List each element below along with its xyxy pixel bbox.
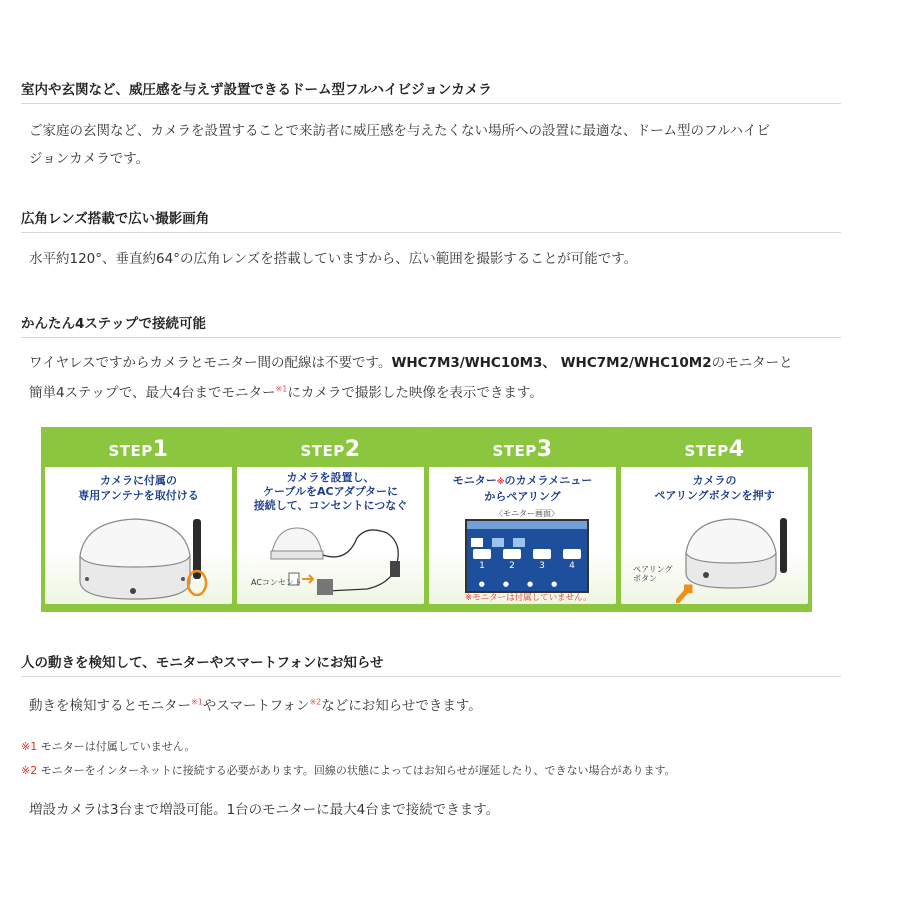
camera-cable-illustration xyxy=(267,523,417,603)
step-arrow xyxy=(227,511,232,529)
section-heading-4-steps: かんたん4ステップで接続可能 xyxy=(21,312,841,338)
camera-slot[interactable]: 2 xyxy=(500,549,524,571)
ac-outlet-label: ACコンセント xyxy=(251,578,302,587)
step-3-card xyxy=(429,431,616,604)
body-text: 簡単4ステップで、最大4台までモニター xyxy=(29,385,276,401)
pairing-button-label: ペアリング ボタン xyxy=(633,565,673,583)
step-label: STEP1 xyxy=(108,437,169,462)
monitor-status-dots: ●●●● xyxy=(478,580,576,588)
monitor-icon-row xyxy=(471,532,583,542)
additional-camera-note: 増設カメラは3台まで増設可能。1台のモニターに最大4台まで接続できます。 xyxy=(29,802,500,818)
step-description: カメラを設置し、 ケーブルをACアダプターに 接続して、コンセントにつなぐ xyxy=(253,471,408,512)
step-label: STEP3 xyxy=(492,437,553,462)
camera-slot-icon xyxy=(533,549,551,559)
menu-icon xyxy=(513,538,525,547)
small-camera-base xyxy=(271,551,323,559)
step-1-card xyxy=(45,431,232,604)
monitor-screen-label: 〈モニター画面〉 xyxy=(495,509,559,518)
step-label: STEP2 xyxy=(300,437,361,462)
step-description: モニター※のカメラメニュー からペアリング xyxy=(452,474,593,503)
camera-slots xyxy=(467,549,587,571)
step-number: 2 xyxy=(344,437,361,462)
small-dome-camera xyxy=(272,528,322,553)
menu-icon xyxy=(492,538,504,547)
step-4-card xyxy=(621,431,808,604)
section-body-dome-camera xyxy=(29,117,829,173)
pairing-button-illustration xyxy=(676,513,806,603)
step-label: STEP4 xyxy=(684,437,745,462)
body-line: ご家庭の玄関など、カメラを設置することで来訪者に威圧感を与えたくない場所への設置に最適な、ドーム型のフルハイビ xyxy=(29,123,771,139)
camera-slot[interactable]: 1 xyxy=(470,549,494,571)
body-line: ジョンカメラです。 xyxy=(29,151,150,167)
mount-screw xyxy=(130,588,136,594)
section-body-wide-angle: 水平約120°、垂直約64°の広角レンズを搭載していますから、広い範囲を撮影することが可能です。 xyxy=(29,251,638,267)
camera-dome xyxy=(686,519,776,563)
cable xyxy=(323,530,398,591)
mount-screw xyxy=(85,577,89,581)
step-arrow xyxy=(611,511,616,529)
section-heading-dome-camera: 室内や玄関など、威圧感を与えず設置できるドーム型フルハイビジョンカメラ xyxy=(21,78,841,104)
camera-slot[interactable]: 3 xyxy=(530,549,554,571)
step-arrow xyxy=(419,511,424,529)
monitor-not-included-note: ※モニターは付属していません。 xyxy=(465,593,592,603)
camera-slot-icon xyxy=(503,549,521,559)
step-description: カメラの ペアリングボタンを押す xyxy=(654,474,775,502)
body-text: にカメラで撮影した映像を表示できます。 xyxy=(287,385,543,401)
body-text: のモニターと xyxy=(711,355,793,371)
body-text: 動きを検知するとモニター xyxy=(29,698,191,714)
step-description: カメラに付属の 専用アンテナを取付ける xyxy=(78,474,199,502)
footnote-ref: ※1 xyxy=(191,697,203,707)
antenna xyxy=(780,518,787,573)
monitor-screen xyxy=(465,519,589,593)
monitor-menu-bar xyxy=(467,521,587,529)
camera-dome xyxy=(80,519,190,567)
section-body-motion-detect xyxy=(29,692,829,720)
cable-connector xyxy=(390,561,400,577)
section-heading-wide-angle: 広角レンズ搭載で広い撮影画角 xyxy=(21,207,841,233)
body-text: ワイヤレスですからカメラとモニター間の配線は不要です。 xyxy=(29,355,392,371)
step-number: 4 xyxy=(728,437,745,462)
section-body-4-steps xyxy=(29,348,829,408)
step-2-card xyxy=(237,431,424,604)
step-number: 1 xyxy=(152,437,169,462)
ac-adapter xyxy=(317,579,333,595)
dome-camera-antenna-illustration xyxy=(65,511,225,604)
pairing-button xyxy=(703,572,709,578)
model-names: WHC7M3/WHC10M3、 WHC7M2/WHC10M2 xyxy=(391,355,712,371)
menu-icon xyxy=(471,538,483,547)
orange-arrow xyxy=(676,587,690,603)
footnote-1: ※1 モニターは付属していません。 xyxy=(21,740,196,753)
body-text: などにお知らせできます。 xyxy=(321,698,482,714)
orange-arrow xyxy=(302,575,313,583)
camera-slot-icon xyxy=(473,549,491,559)
section-heading-motion-detect: 人の動きを検知して、モニターやスマートフォンにお知らせ xyxy=(21,651,841,677)
mount-screw xyxy=(181,577,185,581)
steps-panel xyxy=(41,427,812,612)
footnote-ref: ※2 xyxy=(309,697,322,707)
footnote-2: ※2 モニターをインターネットに接続する必要があります。回線の状態によってはお知らせが遅延したり、できない場合があります。 xyxy=(21,764,676,777)
body-text: やスマートフォン xyxy=(202,698,310,714)
camera-slot[interactable]: 4 xyxy=(560,549,584,571)
camera-slot-icon xyxy=(563,549,581,559)
step-number: 3 xyxy=(536,437,553,462)
footnote-ref: ※1 xyxy=(275,384,288,394)
